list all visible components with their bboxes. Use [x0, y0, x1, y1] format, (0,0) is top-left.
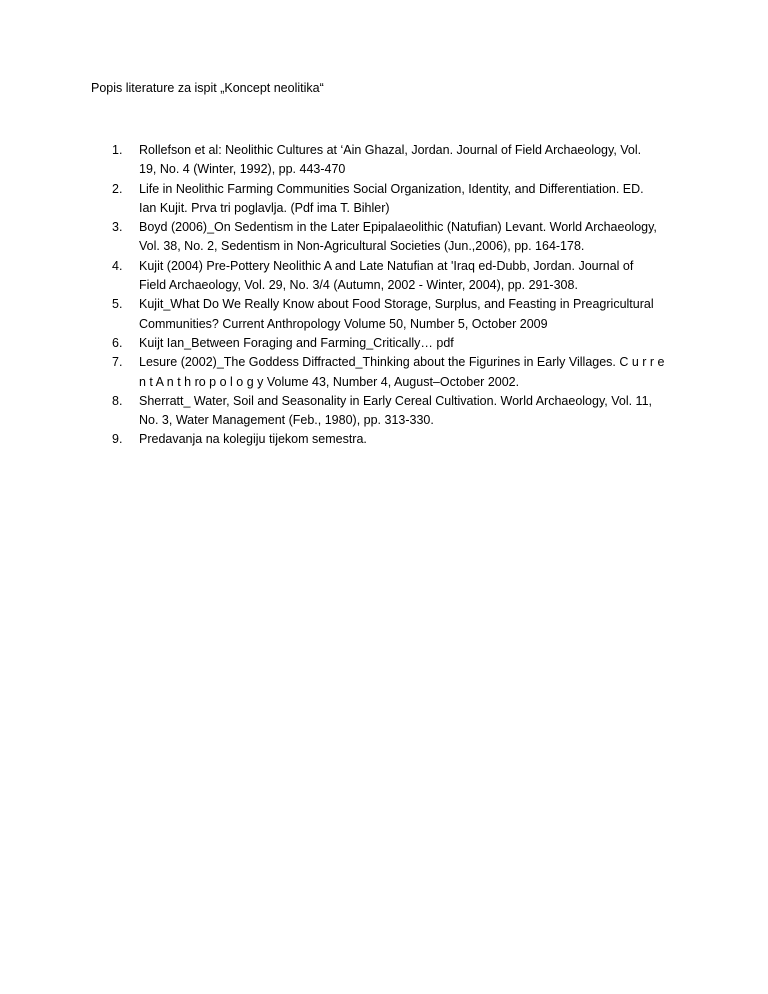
list-item-text-line: Kujit_What Do We Really Know about Food Storage, Surplus, and Feasting in Preagricultural: [139, 297, 654, 312]
list-item-number: 8.: [112, 393, 123, 408]
list-item: [0, 180, 659, 219]
list-item: [0, 430, 659, 449]
list-item-text-line: Kujit (2004) Pre-Pottery Neolithic A and Late Natufian at 'Iraq ed-Dubb, Jordan. Journal of: [139, 258, 634, 273]
list-item: [0, 334, 659, 353]
list-item: [0, 257, 659, 296]
list-item-number: 1.: [112, 143, 123, 157]
list-item: [0, 141, 659, 180]
list-item-number: 5.: [112, 297, 123, 312]
list-item: [0, 295, 659, 334]
list-item: [0, 392, 659, 431]
list-item-number: 3.: [112, 220, 123, 235]
list-item-text-line: Kuijt Ian_Between Foraging and Farming_Critically… pdf: [139, 335, 454, 350]
list-item-text-line: 19, No. 4 (Winter, 1992), pp. 443-470: [139, 162, 346, 177]
list-item-text-line: No. 3, Water Management (Feb., 1980), pp. 313-330.: [139, 413, 434, 428]
list-item-text-line: Lesure (2002)_The Goddess Diffracted_Thinking about the Figurines in Early Villages. C u r r e: [139, 355, 665, 370]
list-item-text-line: Sherratt_ Water, Soil and Seasonality in Early Cereal Cultivation. World Archaeology, Vol. 11,: [139, 393, 652, 408]
list-item-text-line: Communities? Current Anthropology Volume 50, Number 5, October 2009: [139, 316, 548, 331]
list-item-text-line: Field Archaeology, Vol. 29, No. 3/4 (Autumn, 2002 - Winter, 2004), pp. 291-308.: [139, 278, 578, 293]
document-title: Popis literature za ispit „Koncept neolitika“: [91, 81, 324, 95]
list-item: [0, 218, 659, 257]
list-item-text-line: Predavanja na kolegiju tijekom semestra.: [139, 432, 367, 447]
list-item-text-line: Boyd (2006)_On Sedentism in the Later Epipalaeolithic (Natufian) Levant. World Archaeology,: [139, 220, 657, 235]
list-item: [0, 353, 665, 392]
list-item-number: 2.: [112, 181, 123, 196]
list-item-number: 9.: [112, 432, 123, 447]
list-item-text-line: Rollefson et al: Neolithic Cultures at ‘Ain Ghazal, Jordan. Journal of Field Archaeology, Vol.: [139, 143, 642, 157]
list-item-text-line: Ian Kujit. Prva tri poglavlja. (Pdf ima T. Bihler): [139, 200, 390, 215]
reference-list: [0, 141, 768, 450]
list-item-number: 4.: [112, 258, 123, 273]
list-item-number: 7.: [112, 355, 123, 370]
list-item-text-line: Vol. 38, No. 2, Sedentism in Non-Agricultural Societies (Jun.,2006), pp. 164-178.: [139, 239, 585, 254]
list-item-number: 6.: [112, 335, 123, 350]
list-item-text-line: Life in Neolithic Farming Communities Social Organization, Identity, and Differentiation. ED.: [139, 181, 644, 196]
list-item-text-line: n t A n t h ro p o l o g y Volume 43, Number 4, August–October 2002.: [139, 374, 520, 389]
